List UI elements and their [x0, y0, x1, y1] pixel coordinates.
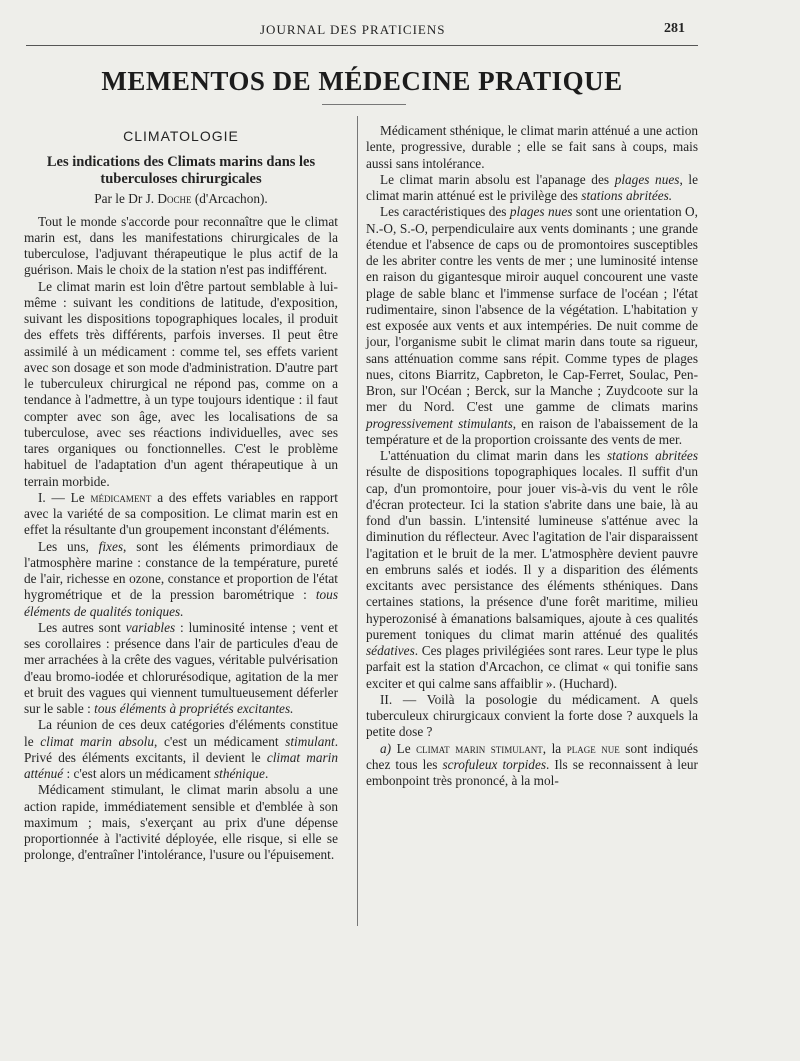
paragraph-beaches: Le climat marin absolu est l'apanage des plages nues, le climat marin atténué est le privilège des stations abritées. [366, 171, 699, 203]
article-title: Les indications des Climats marins dans les tuberculoses chirurgicales [46, 154, 316, 188]
paragraph-posology: II. — Voilà la posologie du médicament. A quels tuberculeux chirurgicaux convient la forte dose ? auxquels la petite dose ? [366, 691, 698, 740]
paragraph-climate-types: La réunion de ces deux catégories d'éléments constitue le climat marin absolu, c'est un médicament stimulant. Privé des éléments excitants, il devient le climat marin atténué : c'est alors un médicament sthénique. [24, 717, 339, 781]
running-head: JOURNAL DES PRATICIENS [260, 22, 446, 37]
left-column [24, 128, 338, 864]
paragraph-intro: Tout le monde s'accorde pour reconnaître que le climat marin est, dans les manifestations chirurgicales de la tuberculose, l'adjuvant thérapeutique le plus actif de la guérison. Mais le choix de la station n'est pas indifférent. [24, 213, 338, 278]
paragraph-indications: a) Le climat marin stimulant, la plage nue sont indiqués chez tous les scrofuleux torpides. Ils se reconnaissent à leur embonpoint très prononcé, à la mol- [366, 740, 699, 788]
paragraph-medicament: I. — Le médicament a des effets variables en rapport avec la variété de sa composition. Le climat marin est en effet la résultante d'un groupement inconstant d'éléments. [24, 489, 339, 538]
paragraph-plages-nues: Les caractéristiques des plages nues sont une orientation O, N.-O, S.-O, perpendiculaire aux vents dominants ; une grande étendue et l'absence de caps ou de promontoires susceptibles de les abriter contre les vents de mer ; une luminosité intense en raison du gigantesque miroir auquel concourent une vaste plage de sable blanc et l'immense surface de l'océan ; l'état rudimentaire, sinon l'absence de la végétation. L'habitation y est exposée aux vents et aux intempéries. De nuit comme de jour, l'organisme subit le climat marin dans toute sa rigueur, sans atténuation comme sans répit. Comme types de plages nues, citons Biarritz, Capbreton, le Cap-Ferret, Soulac, Pen-Bron, sur l'Océan ; Berck, sur la Manche ; Zuydcoote sur la mer du Nord. C'est une gamme de climats marins progressivement stimulants, en raison de l'abaissement de la température et de la proportion croissante des vents de mer. [366, 204, 698, 447]
paragraph-stations-abritees: L'atténuation du climat marin dans les stations abritées résulte de dispositions topographiques locales. Il suffit d'un cap, d'un promontoire, pour jouer vis-à-vis du vent le rôle d'écran protecteur. Ici la station s'abrite dans une baie, là au fond d'un bassin. L'intensité lumineuse s'atténue avec la diminution du réflecteur. Avec l'agitation de l'air disparaissent l'agitation et le bruit de la mer. L'atmosphère devient pauvre en embruns salés et iodés. Il y a disparition des éléments excitants avec persistance des éléments sthéniques. Dans certaines stations, la présence d'une forêt maritime, milieu hyperozonisé à émanations balsamiques, ajoute à ces qualités purement toniques du climat marin atténué des qualités sédatives. Ces plages privilégiées sont rares. Leur type le plus parfait est la station d'Arcachon, ce climat « qui tonifie sans exciter et qui calme sans affaiblir ». (Huchard). [366, 448, 698, 691]
right-column [366, 123, 698, 789]
section-label: CLIMATOLOGIE [123, 128, 239, 144]
paragraph-variable-elements: Les autres sont variables : luminosité intense ; vent et ses corollaires : présence dans l'air de particules d'eau de mer arrachées à la crête des vagues, véritable pulvérisation d'eau bromo-iodée et chlorurésodique, agitation de la mer et bruit des vagues qui viennent tumultueusement déferler sur le sable : tous éléments à propriétés excitantes. [24, 619, 338, 716]
byline: Par le Dr J. Doche (d'Arcachon). [94, 191, 268, 207]
page-title: MEMENTOS DE MÉDECINE PRATIQUE [101, 66, 623, 96]
column-divider [357, 116, 358, 926]
paragraph-sthenic: Médicament sthénique, le climat marin atténué a une action lente, progressive, durable ; elle se fait sans à coups, mais aussi sans intolérance. [366, 123, 698, 171]
title-divider [322, 104, 406, 105]
paragraph-fixed-elements: Les uns, fixes, sont les éléments primordiaux de l'atmosphère marine : constance de la température, pureté de l'air, richesse en ozone, constance et proportion de l'état hygrométrique et de la pression barométrique : tous éléments de qualités toniques. [24, 538, 339, 619]
paragraph-climate-variability: Le climat marin est loin d'être partout semblable à lui-même : suivant les conditions de latitude, d'exposition, suivant les dispositions topographiques locales, il produit des effets très différents, parfois inverses. Il peut être assimilé à un médicament : comme tel, ses effets varient avec son dosage et son mode d'administration. D'autre part le tuberculeux chirurgical ne répond pas, comme on a tendance à l'admettre, à un type toujours identique : il faut compter avec son âge, avec les localisations de sa tuberculose, avec ses réactions individuelles, avec ses tares organiques ou fonctionnelles. C'est le problème habituel de l'adaptation d'un agent thérapeutique à un terrain morbide. [24, 278, 338, 489]
paragraph-stimulant: Médicament stimulant, le climat marin absolu a une action rapide, immédiatement sensible et d'emblée à son maximum ; mais, s'exerçant au prix d'une dépense proportionnée à l'activité déployée, elle risque, si elle se prolonge, d'entraîner l'intolérance, l'usure ou l'épuisement. [24, 782, 338, 863]
author-name: J. Doche [145, 191, 192, 207]
header-rule [26, 45, 698, 46]
page-number: 281 [664, 21, 685, 36]
